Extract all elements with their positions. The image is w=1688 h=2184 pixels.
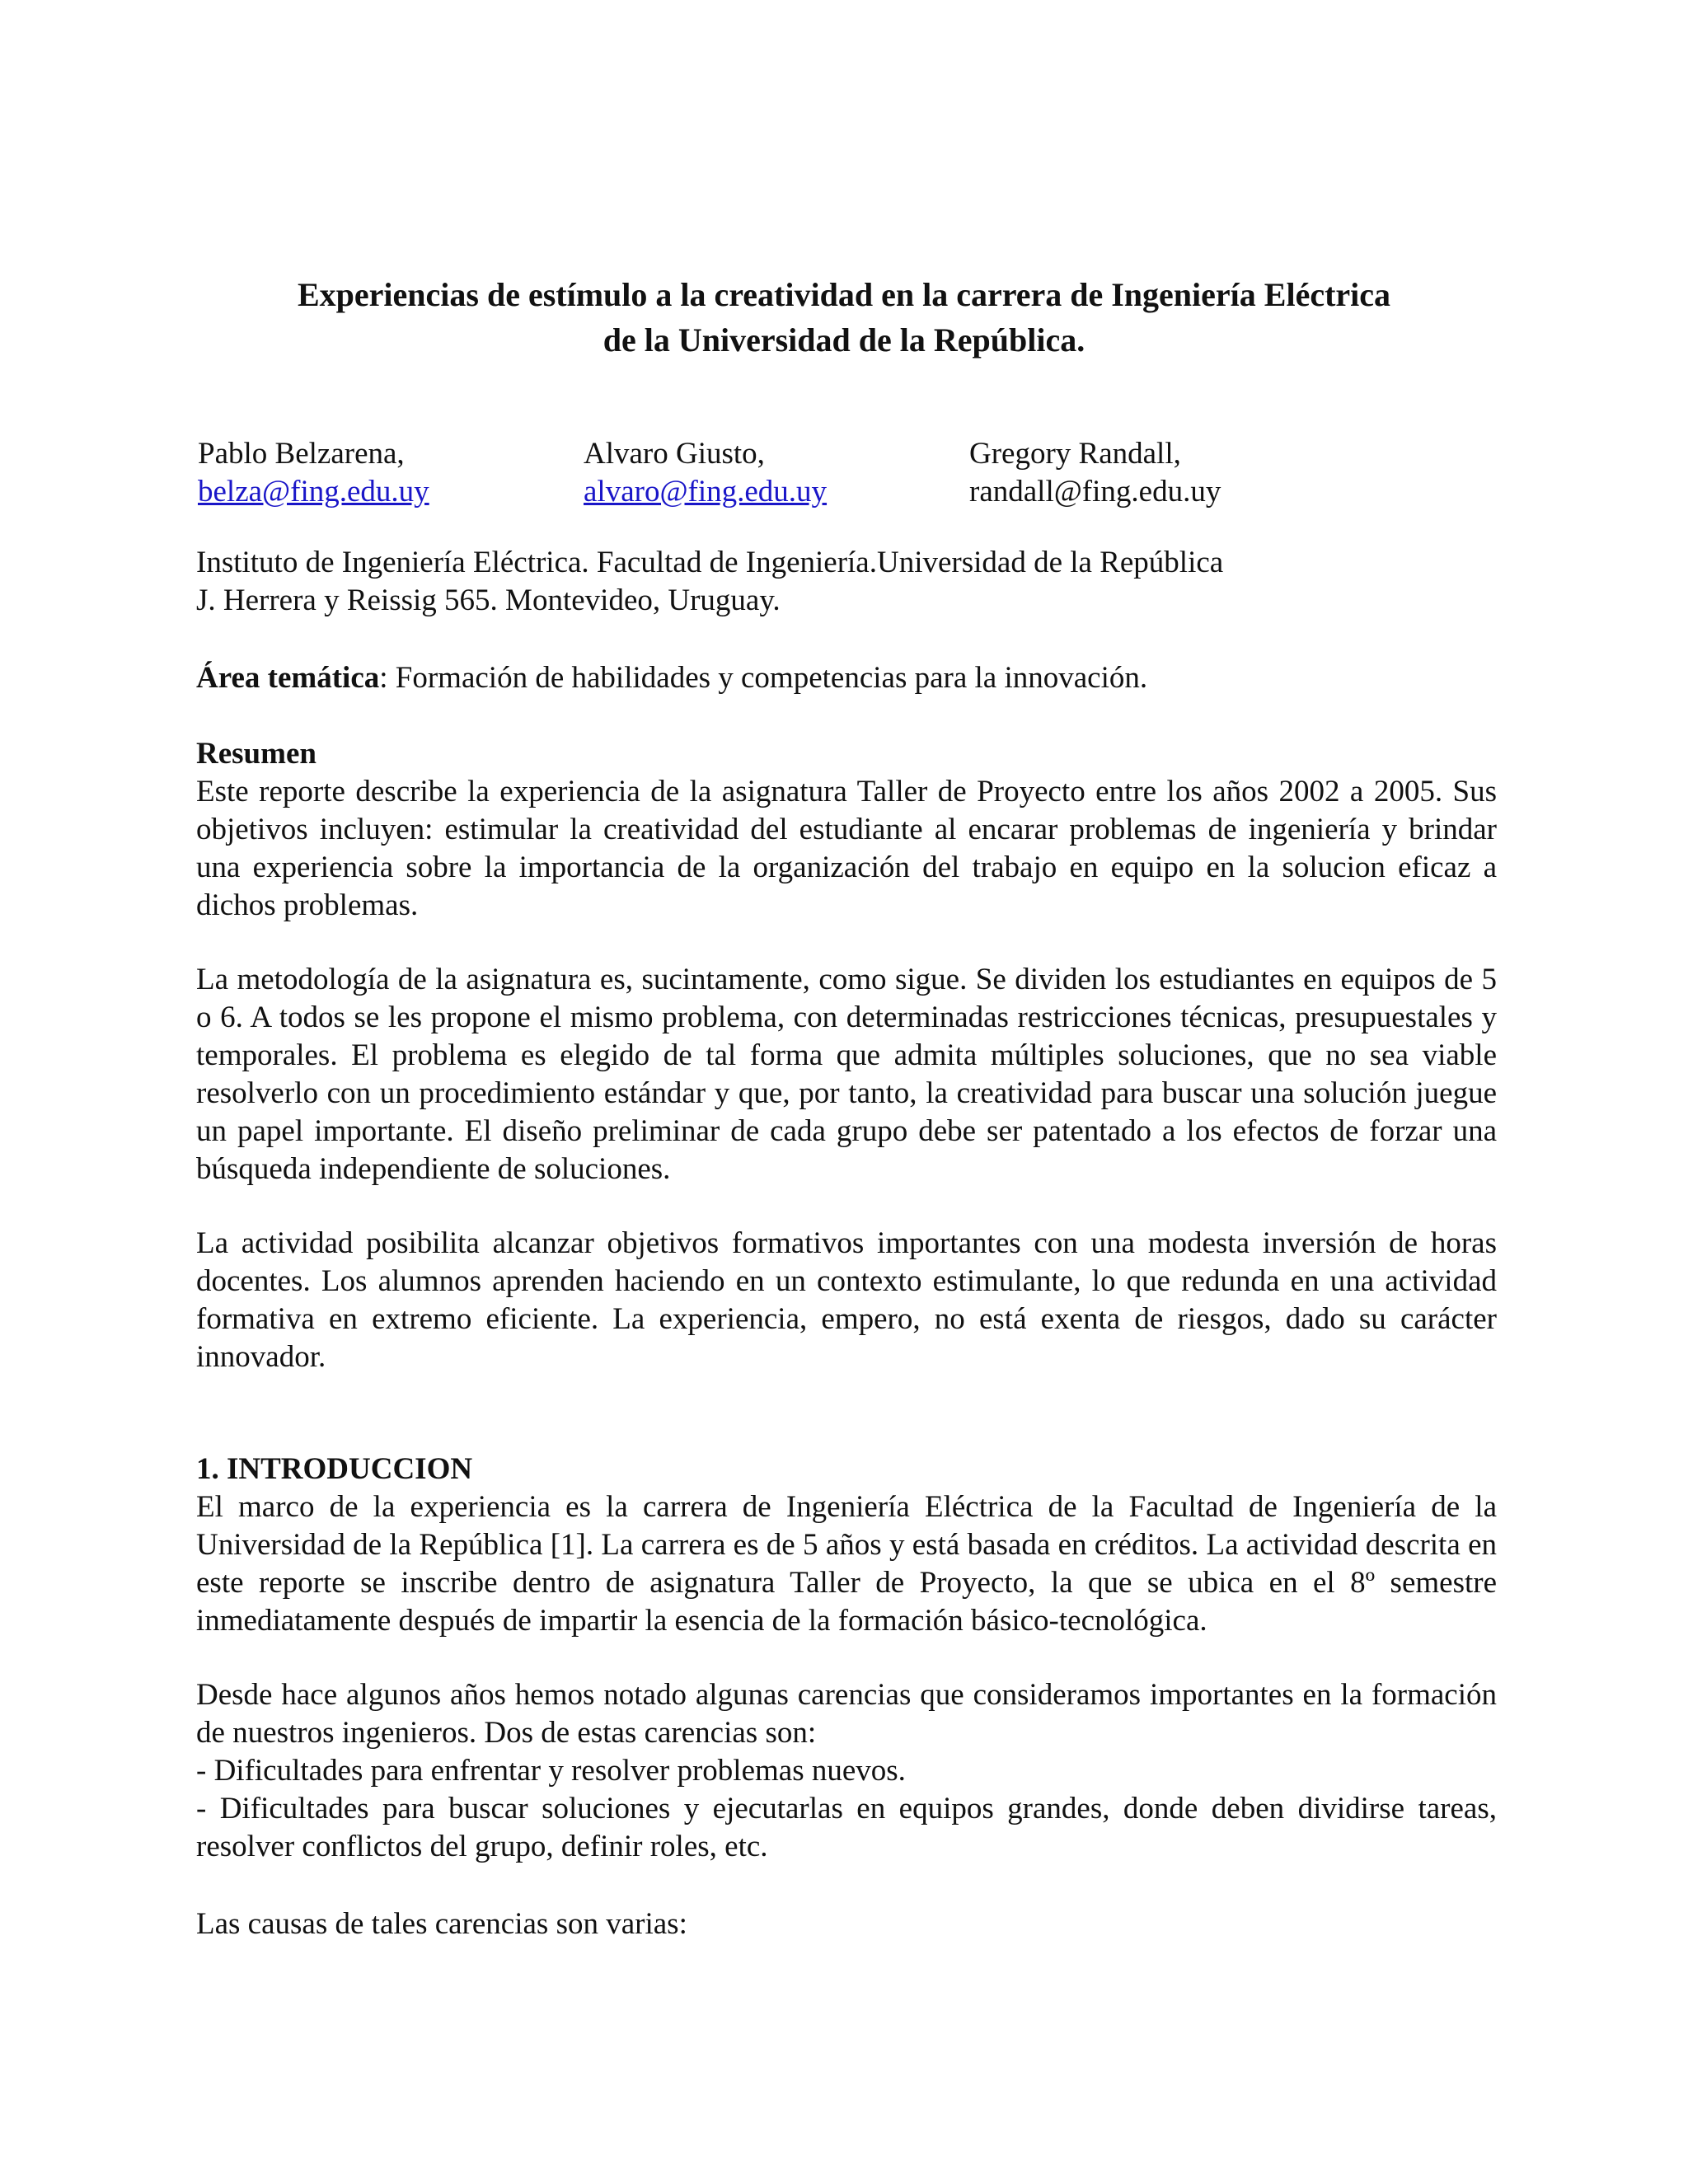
- affiliation-line-1: Instituto de Ingeniería Eléctrica. Facultad de Ingeniería.Universidad de la República: [196, 546, 1224, 579]
- area-tematica: [196, 659, 1497, 697]
- author-name: Pablo Belzarena,: [198, 437, 405, 471]
- area-text: : Formación de habilidades y competencias para la innovación.: [379, 661, 1148, 695]
- intro-bullet-1: - Dificultades para enfrentar y resolver problemas nuevos.: [196, 1754, 906, 1788]
- affiliation-line-2: J. Herrera y Reissig 565. Montevideo, Uruguay.: [196, 583, 781, 617]
- area-line: [196, 659, 1497, 697]
- intro-paragraph-1: El marco de la experiencia es la carrera de Ingeniería Eléctrica de la Facultad de Ingeniería de la Universidad de la República [1]. La carrera es de 5 años y está basada en créditos. La actividad descrita en este reporte se inscribe dentro de asignatura Taller de Proyecto, la que se ubica en el 8º semestre inmediatamente después de impartir la esencia de la formación básico-tecnológica.: [196, 1490, 1497, 1638]
- intro-paragraph-3-block: [196, 1905, 1497, 1943]
- abstract-paragraph-3: La actividad posibilita alcanzar objetivos formativos importantes con una modesta inversión de horas docentes. Los alumnos aprenden haciendo en un contexto estimulante, lo que redunda en una actividad formativa en extremo eficiente. La experiencia, empero, no está exenta de riesgos, dado su carácter innovador.: [196, 1226, 1497, 1374]
- abstract-paragraph-2: La metodología de la asignatura es, sucintamente, como sigue. Se dividen los estudiantes en equipos de 5 o 6. A todos se les propone el mismo problema, con determinadas restricciones técnicas, presupuestales y temporales. El problema es elegido de tal forma que admita múltiples soluciones, que no sea viable resolverlo con un procedimiento estándar y que, por tanto, la creatividad para buscar una solución juegue un papel importante. El diseño preliminar de cada grupo debe ser patentado a los efectos de forzar una búsqueda independiente de soluciones.: [196, 963, 1497, 1186]
- introduction-section: [196, 1451, 1497, 1640]
- abstract-paragraph-2-block: [196, 961, 1497, 1188]
- abstract-heading: Resumen: [196, 737, 316, 771]
- paper-title: [165, 272, 1523, 363]
- intro-paragraph-2-block: [196, 1676, 1497, 1866]
- area-label: Área temática: [196, 661, 380, 695]
- author-2: [584, 435, 827, 511]
- author-name: Gregory Randall,: [969, 437, 1181, 471]
- author-email-link[interactable]: belza@fing.edu.uy: [198, 475, 429, 509]
- title-line-2: de la Universidad de la República.: [603, 321, 1085, 359]
- author-1: [198, 435, 429, 511]
- abstract-paragraph-3-block: [196, 1225, 1497, 1376]
- author-name: Alvaro Giusto,: [584, 437, 765, 471]
- author-email: randall@fing.edu.uy: [969, 475, 1221, 509]
- abstract-section: [196, 735, 1497, 925]
- section-heading-introduccion: 1. INTRODUCCION: [196, 1452, 473, 1486]
- intro-bullet-2: - Dificultades para buscar soluciones y ejecutarlas en equipos grandes, donde deben dividirse tareas, resolver conflictos del grupo, definir roles, etc.: [196, 1792, 1497, 1863]
- intro-paragraph-3: Las causas de tales carencias son varias:: [196, 1907, 687, 1941]
- title-line-1: Experiencias de estímulo a la creatividad en la carrera de Ingeniería Eléctrica: [297, 276, 1391, 313]
- affiliation: [196, 544, 1497, 620]
- author-email-link[interactable]: alvaro@fing.edu.uy: [584, 475, 828, 509]
- abstract-paragraph-1: Este reporte describe la experiencia de la asignatura Taller de Proyecto entre los años 2002 a 2005. Sus objetivos incluyen: estimular la creatividad del estudiante al encarar problemas de ingeniería y brindar una experiencia sobre la importancia de la organización del trabajo en equipo en la solucion eficaz a dichos problemas.: [196, 775, 1497, 922]
- intro-paragraph-2: Desde hace algunos años hemos notado algunas carencias que consideramos importantes en la formación de nuestros ingenieros. Dos de estas carencias son:: [196, 1678, 1497, 1750]
- author-3: [969, 435, 1221, 511]
